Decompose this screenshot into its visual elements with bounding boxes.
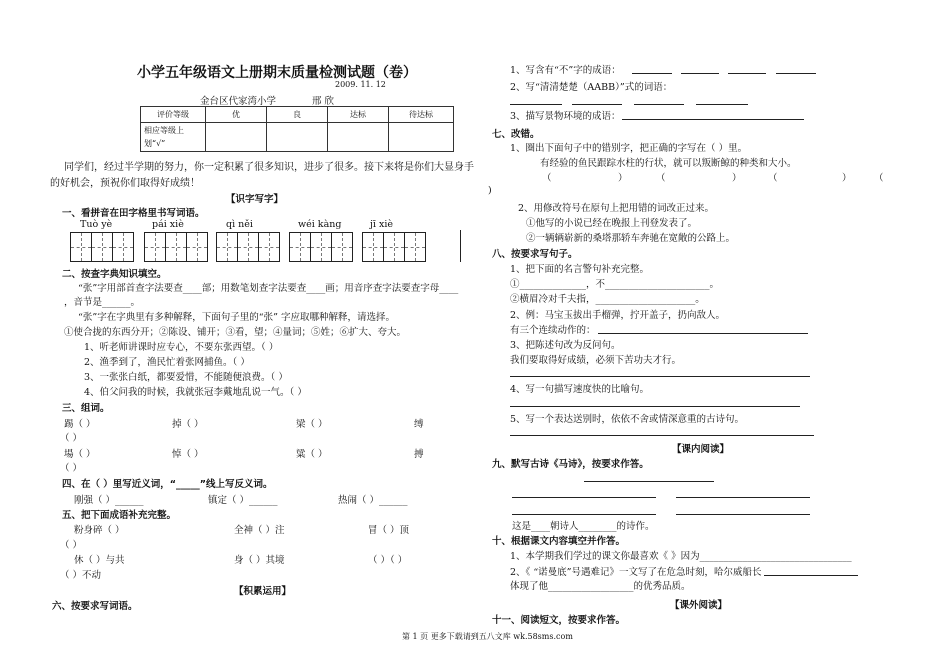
section-heading: 【课内阅读】 (672, 444, 730, 455)
question-item: 3、描写景物环境的成语： (510, 111, 621, 122)
question-item: 体现了他__________________的优秀品质。 (510, 581, 691, 592)
question-item: 1、本学期我们学过的课文你最喜欢《 》因为________________________________ (510, 551, 852, 562)
date: 2009. 11. 12 (335, 80, 386, 89)
pinyin: Tuò yè (80, 219, 113, 230)
word-item: （ ） (60, 463, 83, 474)
question-title: 七、改错。 (492, 129, 540, 140)
word-item: 镇定（ ）______ (208, 495, 278, 506)
answer-line[interactable] (634, 104, 684, 105)
answer-line[interactable] (584, 481, 714, 482)
answer-line[interactable] (728, 73, 766, 74)
pinyin: qì něi (226, 219, 253, 230)
question-title: 二、按查字典知识填空。 (62, 269, 167, 280)
question-item: 3、把陈述句改为反问句。 (510, 340, 621, 351)
question-text: “张”字用部首查字法要查____部；用数笔划查字法要查____画；用音序查字法要查字母____ (78, 283, 459, 294)
question-item: 2、例：马宝玉拔出手榴弹，拧开盖子，扔向敌人。 (510, 310, 726, 321)
grade-cell[interactable] (267, 123, 328, 152)
question-sentence: ①他写的小说已经在晚报上刊登发表了。 (526, 218, 698, 229)
grade-cell[interactable] (328, 123, 389, 152)
section-heading: 【积累运用】 (234, 586, 292, 597)
pinyin: wéi kàng (298, 219, 342, 230)
word-item: 粱（ ） (296, 449, 328, 460)
binding-mark (460, 230, 461, 262)
idiom-item: 冒（ ）顶 (368, 525, 410, 536)
school-name: 金台区代家湾小学 (200, 96, 277, 107)
idiom-item: 粉身碎（ ） (74, 525, 125, 536)
answer-line[interactable] (510, 376, 810, 377)
bracket: ） (732, 173, 742, 184)
question-title: 六、按要求写词语。 (52, 601, 138, 612)
answer-line[interactable] (598, 333, 808, 334)
answer-line[interactable] (572, 104, 622, 105)
grade-cell[interactable] (389, 123, 454, 152)
question-sentence: 我们要取得好成绩，必须下苦功夫才行。 (510, 355, 682, 366)
question-item: 2、用修改符号在原句上把用错的词改正过来。 (518, 203, 715, 214)
answer-line[interactable] (676, 514, 810, 515)
answer-line[interactable] (512, 497, 656, 498)
idiom-item: （ ）不动 (60, 570, 102, 581)
word-item: 掉（ ） (172, 419, 204, 430)
question-title: 十一、阅读短文，按要求作答。 (492, 615, 626, 626)
answer-line[interactable] (510, 435, 814, 436)
bracket: （ (874, 173, 884, 184)
answer-line[interactable] (676, 497, 810, 498)
author-name: 邢 欣 (312, 96, 335, 107)
question-text: ，音节是______。 (64, 297, 141, 308)
grade-cell[interactable] (206, 123, 267, 152)
question-item: 2、《 “诺曼底”号遇难记》一文写了在危急时刻，哈尔威船长 (510, 567, 762, 578)
question-text: ①使合拢的东西分开；②陈设、铺开；③看，望；④量词；⑤姓；⑥扩大、夸大。 (64, 327, 407, 338)
word-item: 場（ ） (64, 449, 96, 460)
word-item: （ ） (60, 433, 83, 444)
question-item: ②横眉冷对千夫指，_____________________。 (510, 294, 705, 305)
bracket: （ (542, 173, 552, 184)
question-item: 4、伯父问我的时候，我就张冠李戴地乱说一气。（ ） (84, 387, 307, 398)
pinyin: pái xiè (152, 219, 184, 230)
answer-line[interactable] (776, 73, 816, 74)
idiom-item: 休（ ）与共 (74, 555, 125, 566)
question-item: ①______________，不______________________。 (510, 279, 720, 290)
grade-header: 评价等级 (141, 107, 206, 123)
idiom-item: 身（ ）其境 (234, 555, 285, 566)
question-item: 有三个连续动作的： (510, 325, 596, 336)
tianzige-grid[interactable] (216, 232, 280, 262)
question-item: 1、圈出下面句子中的错别字，把正确的字写在（ ）里。 (510, 143, 748, 154)
question-item: 2、写“清清楚楚（AABB）”式的词语： (510, 82, 673, 93)
answer-line[interactable] (510, 104, 562, 105)
word-item: 热闹（ ）______ (338, 495, 408, 506)
answer-line[interactable] (632, 73, 672, 74)
word-item: 悼（ ） (172, 449, 204, 460)
answer-line[interactable] (681, 73, 719, 74)
answer-line[interactable] (622, 119, 804, 120)
section-heading: 【识字写字】 (226, 194, 284, 205)
bracket: ） (842, 173, 852, 184)
section-heading: 【课外阅读】 (670, 600, 728, 611)
question-title: 五、把下面成语补充完整。 (62, 510, 177, 521)
question-item: 1、写含有“不”字的成语： (510, 65, 621, 76)
answer-line[interactable] (512, 514, 656, 515)
bracket: ） (618, 173, 628, 184)
intro-line: 的好机会，预祝你们取得好成绩！ (50, 178, 200, 189)
grade-table (140, 106, 454, 152)
grade-header: 优 (206, 107, 267, 123)
bracket: （ (768, 173, 778, 184)
bracket: ) (488, 185, 492, 196)
tianzige-grid[interactable] (289, 232, 353, 262)
question-text: “张”字在字典里有多种解释，下面句子里的“张” 字应取哪种解释，请选择。 (78, 312, 395, 323)
idiom-item: （ ）（ ） (368, 555, 408, 566)
question-item: 4、写一句描写速度快的比喻句。 (510, 384, 650, 395)
question-title: 八、按要求写句子。 (492, 249, 578, 260)
grade-row-label: 相应等级上 划“√” (141, 123, 206, 152)
word-item: 刚强（ ）______ (74, 495, 144, 506)
idiom-item: （ ） (60, 540, 83, 551)
grade-header: 达标 (328, 107, 389, 123)
question-title: 四、在（ ）里写近义词，“_____”线上写反义词。 (62, 479, 273, 490)
grade-header: 待达标 (389, 107, 454, 123)
question-item: 1、把下面的名言警句补充完整。 (510, 264, 650, 275)
answer-line[interactable] (510, 406, 800, 407)
question-sentence: ②一辆辆崭新的桑塔那轿车奔驰在宽敞的公路上。 (526, 233, 736, 244)
question-item: 2、渔季到了，渔民忙着张网捕鱼。（ ） (84, 357, 250, 368)
intro-line: 同学们，经过半学期的努力，你一定积累了很多知识，进步了很多。接下来将是你们大显身手 (64, 162, 474, 173)
word-item: 缚 (414, 419, 424, 430)
page-footer: 第 1 页 更多下载请到五八文库 wk.58sms.com (402, 632, 573, 641)
question-title: 三、组词。 (62, 403, 110, 414)
page-title: 小学五年级语文上册期末质量检测试题（卷） (137, 65, 417, 81)
grade-header: 良 (267, 107, 328, 123)
question-title: 九、默写古诗《马诗》，按要求作答。 (492, 459, 649, 470)
tianzige-grid[interactable] (362, 232, 426, 262)
question-title: 一、看拼音在田字格里书写词语。 (62, 208, 205, 219)
question-sentence: 有经验的鱼民跟踪水柱的行状，就可以叛断鲸的种类和大小。 (540, 158, 797, 169)
pinyin: jī xiè (370, 219, 394, 230)
answer-line[interactable] (764, 575, 858, 576)
question-item: 1、听老师讲课时应专心，不要东张西望。（ ） (84, 342, 279, 353)
word-item: 搏 (414, 449, 424, 460)
bracket: （ (656, 173, 666, 184)
tianzige-grid[interactable] (144, 232, 208, 262)
question-item: 5、写一个表达送别时，依依不舍或情深意重的古诗句。 (510, 414, 745, 425)
question-item: 这是____朝诗人________的诗作。 (512, 521, 655, 532)
question-title: 十、根据课文内容填空并作答。 (492, 536, 626, 547)
answer-line[interactable] (696, 104, 748, 105)
word-item: 踢（ ） (64, 419, 96, 430)
question-item: 3、一张张白纸，都要爱惜，不能随便浪费。（ ） (84, 372, 288, 383)
word-item: 梁（ ） (296, 419, 328, 430)
idiom-item: 全神（ ）注 (234, 525, 285, 536)
tianzige-grid[interactable] (70, 232, 134, 262)
